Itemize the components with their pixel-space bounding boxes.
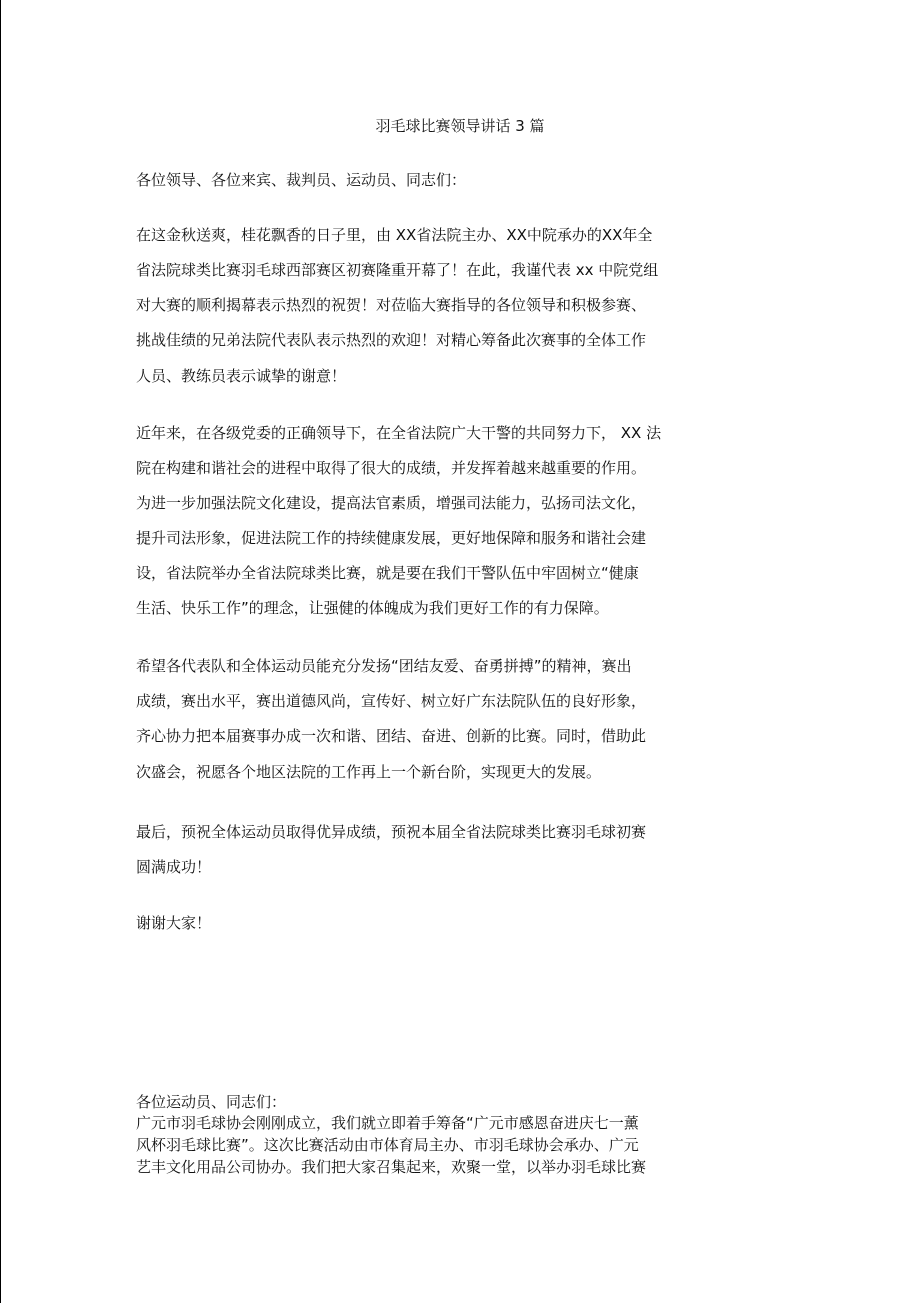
paragraph-line: 院在构建和谐社会的进程中取得了很大的成绩，并发挥着越来越重要的作用。 [136,459,647,477]
paragraph-line: 挑战佳绩的兄弟法院代表队表示热烈的欢迎！对精心筹备此次赛事的全体工作 [136,331,647,349]
paragraph-line: 近年来，在各级党委的正确领导下，在全省法院广大干警的共同努力下， XX 法 [136,424,662,442]
page-edge-line [0,0,1,1303]
second-speech-greeting: 各位运动员、同志们： [136,1093,287,1111]
paragraph-line: 圆满成功！ [136,858,212,876]
paragraph-line: 设，省法院举办全省法院球类比赛，就是要在我们干警队伍中牢固树立“健康 [136,564,639,582]
paragraph-line: 提升司法形象，促进法院工作的持续健康发展，更好地保障和服务和谐社会建 [136,529,647,547]
paragraph-line: 对大赛的顺利揭幕表示热烈的祝贺！对莅临大赛指导的各位领导和积极参赛、 [136,296,647,314]
document-title: 羽毛球比赛领导讲话 3 篇 [375,117,545,135]
paragraph-line: 成绩，赛出水平，赛出道德风尚，宣传好、树立好广东法院队伍的良好形象， [136,692,647,710]
paragraph-line: 风杯羽毛球比赛”。这次比赛活动由市体育局主办、市羽毛球协会承办、广元 [136,1136,639,1154]
paragraph-line: 广元市羽毛球协会刚刚成立，我们就立即着手筹备“广元市感恩奋进庆七一薰 [136,1114,639,1132]
paragraph-line: 次盛会，祝愿各个地区法院的工作再上一个新台阶，实现更大的发展。 [136,763,602,781]
closing-line: 谢谢大家！ [136,914,212,932]
paragraph-line: 最后，预祝全体运动员取得优异成绩，预祝本届全省法院球类比赛羽毛球初赛 [136,823,647,841]
paragraph-line: 希望各代表队和全体运动员能充分发扬“团结友爱、奋勇拼搏”的精神，赛出 [136,657,632,675]
paragraph-line: 省法院球类比赛羽毛球西部赛区初赛隆重开幕了！在此，我谨代表 xx 中院党组 [136,261,659,279]
paragraph-line: 艺丰文化用品公司协办。我们把大家召集起来，欢聚一堂，以举办羽毛球比赛 [136,1158,647,1176]
paragraph-line: 生活、快乐工作”的理念，让强健的体魄成为我们更好工作的有力保障。 [136,599,609,617]
greeting-line: 各位领导、各位来宾、裁判员、运动员、同志们： [136,171,467,189]
paragraph-line: 为进一步加强法院文化建设，提高法官素质，增强司法能力，弘扬司法文化， [136,494,647,512]
paragraph-line: 在这金秋送爽，桂花飘香的日子里，由 XX省法院主办、XX中院承办的XX年全 [136,226,653,244]
paragraph-line: 齐心协力把本届赛事办成一次和谐、团结、奋进、创新的比赛。同时，借助此 [136,727,647,745]
paragraph-line: 人员、教练员表示诚挚的谢意！ [136,367,347,385]
